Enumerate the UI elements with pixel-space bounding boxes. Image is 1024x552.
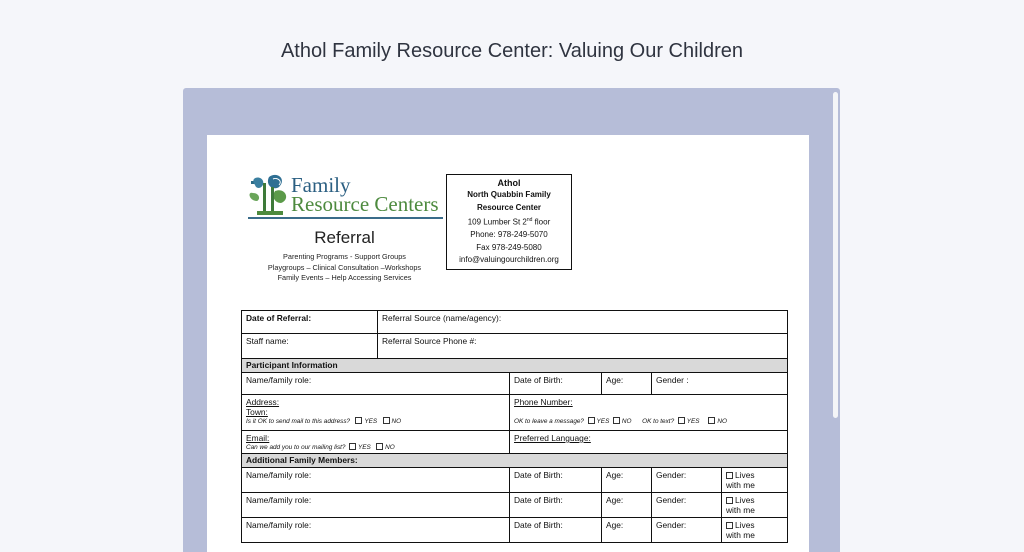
lives-label: Lives: [735, 520, 755, 530]
yes-label: YES: [358, 444, 371, 451]
email-field[interactable]: [242, 431, 510, 454]
address-label: Address:: [246, 397, 280, 407]
family-member-row: [242, 468, 788, 493]
participant-gender-field[interactable]: Gender :: [652, 373, 788, 395]
logo-underline: [248, 217, 443, 219]
member-dob-field[interactable]: Date of Birth:: [510, 518, 602, 543]
member-dob-field[interactable]: Date of Birth:: [510, 468, 602, 493]
member-age-field[interactable]: Age:: [602, 468, 652, 493]
member-gender-field[interactable]: Gender:: [652, 468, 722, 493]
services-line: Family Events – Help Accessing Services: [277, 273, 412, 282]
staff-name-field[interactable]: Staff name:: [242, 334, 378, 359]
table-row: [242, 395, 788, 431]
mail-ok-question: [246, 417, 505, 425]
date-of-referral-field[interactable]: Date of Referral:: [242, 311, 378, 334]
text-no-checkbox[interactable]: [708, 417, 715, 424]
lives-with-me-checkbox[interactable]: [726, 522, 733, 529]
address-street: [447, 214, 571, 229]
mail-ok-label: Is it OK to send mail to this address?: [246, 418, 351, 425]
address-phone: Phone: 978-249-5070: [470, 230, 548, 240]
mailing-no-checkbox[interactable]: [376, 443, 383, 450]
member-age-field[interactable]: Age:: [602, 493, 652, 518]
services-list: [247, 252, 442, 284]
logo-text-resource-centers: Resource Centers: [291, 192, 439, 216]
table-row: [242, 334, 788, 359]
street-ordinal: nd: [526, 217, 533, 224]
services-line: Parenting Programs - Support Groups: [283, 252, 406, 261]
with-me-label: with me: [726, 530, 755, 540]
town-label: Town:: [246, 407, 268, 417]
address-box: [446, 174, 572, 270]
member-name-field[interactable]: Name/family role:: [242, 468, 510, 493]
document-viewer[interactable]: [183, 88, 840, 552]
leave-message-label: OK to leave a message?: [514, 418, 584, 425]
mail-yes-checkbox[interactable]: [355, 417, 362, 424]
phone-number-label: Phone Number:: [514, 397, 573, 407]
member-dob-field[interactable]: Date of Birth:: [510, 493, 602, 518]
address-org-line1: North Quabbin Family: [467, 190, 551, 200]
mailing-list-question: [246, 443, 505, 451]
ok-text-label: OK to text?: [642, 418, 675, 425]
referral-source-field[interactable]: Referral Source (name/agency):: [378, 311, 788, 334]
no-label: NO: [391, 418, 402, 425]
yes-label: YES: [596, 418, 610, 425]
preferred-language-label: Preferred Language:: [514, 433, 591, 443]
member-age-field[interactable]: Age:: [602, 518, 652, 543]
phone-number-field[interactable]: [510, 395, 788, 431]
referral-phone-field[interactable]: Referral Source Phone #:: [378, 334, 788, 359]
address-fax: Fax 978-249-5080: [476, 242, 542, 252]
referral-title: Referral: [314, 228, 375, 247]
participant-name-field[interactable]: Name/family role:: [242, 373, 510, 395]
member-gender-field[interactable]: Gender:: [652, 518, 722, 543]
mailing-list-label: Can we add you to our mailing list?: [246, 444, 346, 451]
email-label: Email:: [246, 433, 270, 443]
logo-text-family: Family: [291, 173, 351, 197]
member-name-field[interactable]: Name/family role:: [242, 518, 510, 543]
no-label: NO: [621, 418, 632, 425]
address-field[interactable]: [242, 395, 510, 431]
street-number: 109 Lumber St 2: [467, 217, 527, 227]
yes-label: YES: [686, 418, 700, 425]
participant-dob-field[interactable]: Date of Birth:: [510, 373, 602, 395]
table-row: [242, 359, 788, 373]
lives-with-me-cell: [722, 493, 788, 518]
participant-age-field[interactable]: Age:: [602, 373, 652, 395]
street-end: floor: [532, 217, 551, 227]
with-me-label: with me: [726, 505, 755, 515]
lives-label: Lives: [735, 495, 755, 505]
address-org-line2: Resource Center: [476, 202, 542, 212]
message-text-question: [514, 417, 783, 425]
message-no-checkbox[interactable]: [613, 417, 620, 424]
address-town: Athol: [497, 178, 521, 188]
additional-members-section-header: Additional Family Members:: [242, 454, 788, 468]
table-row: [242, 454, 788, 468]
text-yes-checkbox[interactable]: [678, 417, 685, 424]
member-gender-field[interactable]: Gender:: [652, 493, 722, 518]
lives-with-me-cell: [722, 468, 788, 493]
document-page: [207, 135, 809, 552]
page-title: Athol Family Resource Center: Valuing Our Children: [280, 40, 744, 62]
table-row: [242, 311, 788, 334]
yes-label: YES: [364, 418, 378, 425]
family-member-row: [242, 518, 788, 543]
no-label: NO: [385, 444, 395, 451]
address-email: info@valuingourchildren.org: [459, 255, 559, 265]
referral-form-table: [241, 310, 788, 543]
family-member-row: [242, 493, 788, 518]
participant-section-header: Participant Information: [242, 359, 788, 373]
no-label: NO: [717, 418, 727, 425]
message-yes-checkbox[interactable]: [588, 417, 595, 424]
mail-no-checkbox[interactable]: [383, 417, 390, 424]
lives-with-me-cell: [722, 518, 788, 543]
services-line: Playgroups – Clinical Consultation –Workshops: [267, 262, 422, 272]
with-me-label: with me: [726, 480, 755, 490]
viewer-scrollbar[interactable]: [833, 92, 838, 418]
lives-with-me-checkbox[interactable]: [726, 497, 733, 504]
lives-with-me-checkbox[interactable]: [726, 472, 733, 479]
table-row: [242, 431, 788, 454]
mailing-yes-checkbox[interactable]: [349, 443, 356, 450]
member-name-field[interactable]: Name/family role:: [242, 493, 510, 518]
table-row: [242, 373, 788, 395]
preferred-language-field[interactable]: [510, 431, 788, 454]
lives-label: Lives: [735, 470, 755, 480]
